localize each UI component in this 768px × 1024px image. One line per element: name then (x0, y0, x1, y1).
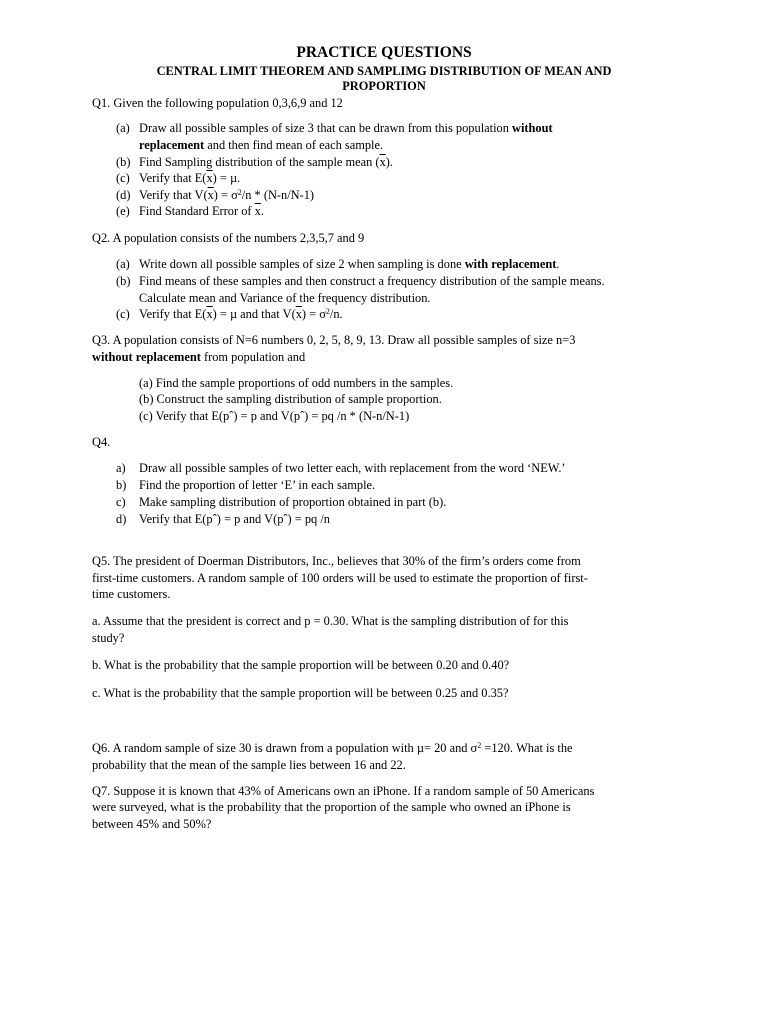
q7-text: Q7. Suppose it is known that 43% of Americans own an iPhone. If a random sample of 50 Americans (92, 784, 595, 798)
q5-a-text-cont: study? (92, 631, 125, 645)
q4-b-label: b) (116, 478, 127, 492)
q2-b-text-cont: Calculate mean and Variance of the frequency distribution. (139, 291, 431, 305)
q1-e-text: Find Standard Error of $\overline{x}$. (139, 204, 264, 218)
q1-e-label: (e) (116, 204, 130, 218)
q1-b-label: (b) (116, 155, 131, 169)
q4-d-text: Verify that E(pˆ) = p and V(pˆ) = pq /n (139, 512, 330, 526)
q2-a-label: (a) (116, 257, 130, 271)
q5-b-text: b. What is the probability that the sample proportion will be between 0.20 and 0.40? (92, 658, 510, 672)
page-subtitle-line1: CENTRAL LIMIT THEOREM AND SAMPLIMG DISTRIBUTION OF MEAN AND (156, 64, 612, 78)
q4-stem: Q4. (92, 435, 111, 449)
q4-d-label: d) (116, 512, 127, 526)
q2-a-text: Write down all possible samples of size 2 when sampling is done with replacement. (139, 257, 560, 271)
q1-a-text: Draw all possible samples of size 3 that can be drawn from this population without (139, 121, 553, 135)
q5-stem-cont1: first-time customers. A random sample of 100 orders will be used to estimate the proportion of first- (92, 571, 588, 585)
q7-text-cont1: were surveyed, what is the probability that the proportion of the sample who owned an iPhone is (92, 800, 571, 814)
q4-c-text: Make sampling distribution of proportion obtained in part (b). (139, 495, 447, 509)
q3-b-text: (b) Construct the sampling distribution of sample proportion. (139, 392, 442, 406)
q4-a-text: Draw all possible samples of two letter each, with replacement from the word ‘NEW.’ (139, 461, 566, 475)
page-title: PRACTICE QUESTIONS (296, 44, 472, 61)
q6-text: Q6. A random sample of size 30 is drawn from a population with µ= 20 and $\sigma^2 =120$. What is the (92, 741, 573, 755)
q5-a-text: a. Assume that the president is correct and p = 0.30. What is the sampling distribution of for this (92, 614, 569, 628)
q3-a-text: (a) Find the sample proportions of odd numbers in the samples. (139, 376, 454, 390)
q3-stem-cont: without replacement from population and (92, 350, 306, 364)
q1-c-label: (c) (116, 171, 130, 185)
q4-a-label: a) (116, 461, 126, 475)
q5-stem: Q5. The president of Doerman Distributors, Inc., believes that 30% of the firm’s orders come from (92, 554, 581, 568)
q5-c-text: c. What is the probability that the sample proportion will be between 0.25 and 0.35? (92, 686, 509, 700)
q4-b-text: Find the proportion of letter ‘E’ in each sample. (139, 478, 376, 492)
q1-a-label: (a) (116, 121, 130, 135)
q5-stem-cont2: time customers. (92, 587, 171, 601)
q4-c-label: c) (116, 495, 126, 509)
q1-d-label: (d) (116, 188, 131, 202)
q2-c-text: Verify that $E(\overline{x}) = \mu$ and that $V(\overline{x}) = \sigma^2/n$. (139, 307, 343, 321)
q1-c-text: Verify that $E(\overline{x}) = \mu$. (139, 171, 241, 185)
q2-b-text: Find means of these samples and then construct a frequency distribution of the sample means. (139, 274, 605, 288)
q1-a-text-cont: replacement and then find mean of each sample. (139, 138, 384, 152)
q7-text-cont2: between 45% and 50%? (92, 817, 212, 831)
q2-b-label: (b) (116, 274, 131, 288)
page-subtitle-line2: PROPORTION (342, 79, 426, 93)
q1-d-text: Verify that $V(\overline{x}) = \sigma^2/n * (N-n/N-1)$ (139, 188, 315, 202)
q2-stem: Q2. A population consists of the numbers 2,3,5,7 and 9 (92, 231, 365, 245)
q6-text-cont: probability that the mean of the sample lies between 16 and 22. (92, 758, 406, 772)
q3-stem: Q3. A population consists of N=6 numbers 0, 2, 5, 8, 9, 13. Draw all possible samples of size n=3 (92, 333, 576, 347)
q3-c-text: (c) Verify that E(pˆ) = p and V(pˆ) = pq /n * (N-n/N-1) (139, 409, 410, 423)
q1-stem: Q1. Given the following population 0,3,6,9 and 12 (92, 96, 343, 110)
q1-b-text: Find Sampling distribution of the sample mean $(\overline{x})$. (139, 155, 393, 169)
q2-c-label: (c) (116, 307, 130, 321)
